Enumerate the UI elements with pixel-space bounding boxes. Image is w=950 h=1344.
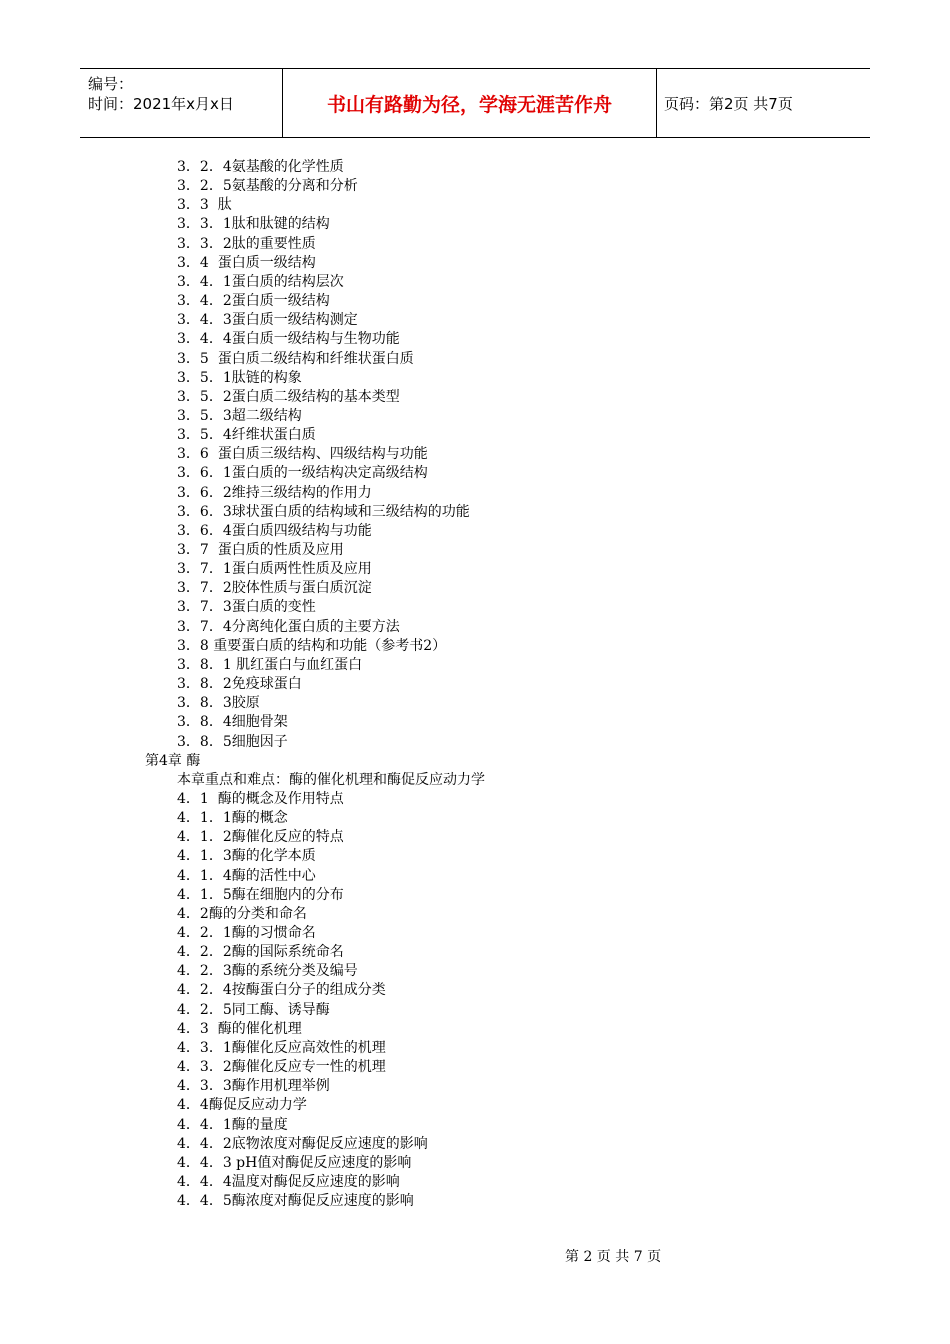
toc-item: 4．4．5酶浓度对酶促反应速度的影响: [177, 1193, 414, 1210]
toc-item: 3．6 蛋白质三级结构、四级结构与功能: [177, 446, 428, 463]
toc-item: 3．6．4蛋白质四级结构与功能: [177, 522, 372, 539]
toc-item: 3．5．2蛋白质二级结构的基本类型: [177, 388, 400, 405]
toc-item: 3．5．3超二级结构: [177, 407, 302, 424]
toc-item: 3．5 蛋白质二级结构和纤维状蛋白质: [177, 350, 414, 367]
toc-item: 3．5．1肽链的构象: [177, 369, 302, 386]
toc-item: 3．6．2维持三级结构的作用力: [177, 484, 372, 501]
motto-text: 书山有路勤为径，学海无涯苦作舟: [326, 93, 612, 116]
toc-item: 4．2．1酶的习惯命名: [177, 925, 316, 941]
header-motto-cell: [282, 69, 657, 137]
toc-item: 4．4．4温度对酶促反应速度的影响: [177, 1173, 400, 1190]
toc-item: 4．2．5同工酶、诱导酶: [177, 1001, 330, 1018]
toc-item: 3．4．4蛋白质一级结构与生物功能: [177, 331, 400, 348]
toc-item: 4．4．2底物浓度对酶促反应速度的影响: [177, 1135, 428, 1152]
toc-item: 3．2．5氨基酸的分离和分析: [177, 178, 358, 195]
toc-item: 3．3．1肽和肽键的结构: [177, 216, 330, 233]
time-label: 时间：2021年x月x日: [88, 95, 234, 113]
toc-item: 4．1 酶的概念及作用特点: [177, 790, 344, 807]
toc-item: 4．2酶的分类和命名: [177, 905, 307, 922]
toc-item: 3．8．3胶原: [177, 695, 260, 712]
toc-item: 4．1．4酶的活性中心: [177, 867, 316, 884]
toc-item: 3．8．1 肌红蛋白与血红蛋白: [177, 656, 363, 673]
toc-item: 4．4酶促反应动力学: [177, 1097, 307, 1114]
toc-item: 3．4．3蛋白质一级结构测定: [177, 312, 358, 329]
page-header: [80, 68, 870, 138]
number-label: 编号：: [88, 75, 134, 93]
toc-item: 4．3．1酶催化反应高效性的机理: [177, 1039, 386, 1056]
page-footer: 第 2 页 共 7 页: [565, 1249, 662, 1265]
toc-item: 3．7 蛋白质的性质及应用: [177, 542, 344, 558]
toc-item: 3．3 肽: [177, 197, 232, 214]
toc-item: 4．2．3酶的系统分类及编号: [177, 963, 358, 980]
toc-item: 4．4．1酶的量度: [177, 1116, 288, 1133]
toc-item: 3．5．4纤维状蛋白质: [177, 427, 316, 444]
toc-item: 4．1．2酶催化反应的特点: [177, 829, 344, 846]
toc-item: 3．4 蛋白质一级结构: [177, 254, 316, 271]
chapter-heading: 第4章 酶: [145, 752, 201, 769]
toc-item: 3．7．3蛋白质的变性: [177, 599, 316, 616]
toc-item: 3．3．2肽的重要性质: [177, 235, 316, 252]
toc-item: 4．2．2酶的国际系统命名: [177, 944, 344, 961]
toc-item: 3．8．4细胞骨架: [177, 714, 288, 731]
toc-item: 4．1．3酶的化学本质: [177, 848, 316, 865]
toc-item: 4．3．2酶催化反应专一性的机理: [177, 1059, 386, 1076]
toc-item: 3．8 重要蛋白质的结构和功能（参考书2）: [177, 637, 447, 654]
header-left-cell: [80, 69, 282, 137]
toc-item: 3．8．5细胞因子: [177, 733, 288, 750]
toc-item: 4．3．3酶作用机理举例: [177, 1078, 330, 1095]
toc-item: 4．1．5酶在细胞内的分布: [177, 886, 344, 903]
toc-item: 4．4．3 pH值对酶促反应速度的影响: [177, 1154, 412, 1171]
toc-item: 3．7．4分离纯化蛋白质的主要方法: [177, 618, 400, 635]
toc-item: 3．4．1蛋白质的结构层次: [177, 273, 344, 290]
toc-item: 3．4．2蛋白质一级结构: [177, 293, 330, 310]
toc-item: 3．6．3球状蛋白质的结构域和三级结构的功能: [177, 503, 470, 520]
toc-item: 4．2．4按酶蛋白分子的组成分类: [177, 982, 386, 999]
toc-item: 本章重点和难点：酶的催化机理和酶促反应动力学: [177, 771, 485, 788]
toc-item: 4．3 酶的催化机理: [177, 1020, 302, 1037]
toc-item: 3．2．4氨基酸的化学性质: [177, 159, 344, 175]
toc-item: 3．8．2免疫球蛋白: [177, 676, 302, 693]
header-page-cell: [656, 69, 870, 137]
toc-item: 4．1．1酶的概念: [177, 810, 288, 827]
page-info: 页码：第2页 共7页: [664, 94, 793, 113]
toc-item: 3．7．1蛋白质两性性质及应用: [177, 561, 372, 578]
toc-item: 3．6．1蛋白质的一级结构决定高级结构: [177, 465, 428, 482]
toc-item: 3．7．2胶体性质与蛋白质沉淀: [177, 580, 372, 597]
